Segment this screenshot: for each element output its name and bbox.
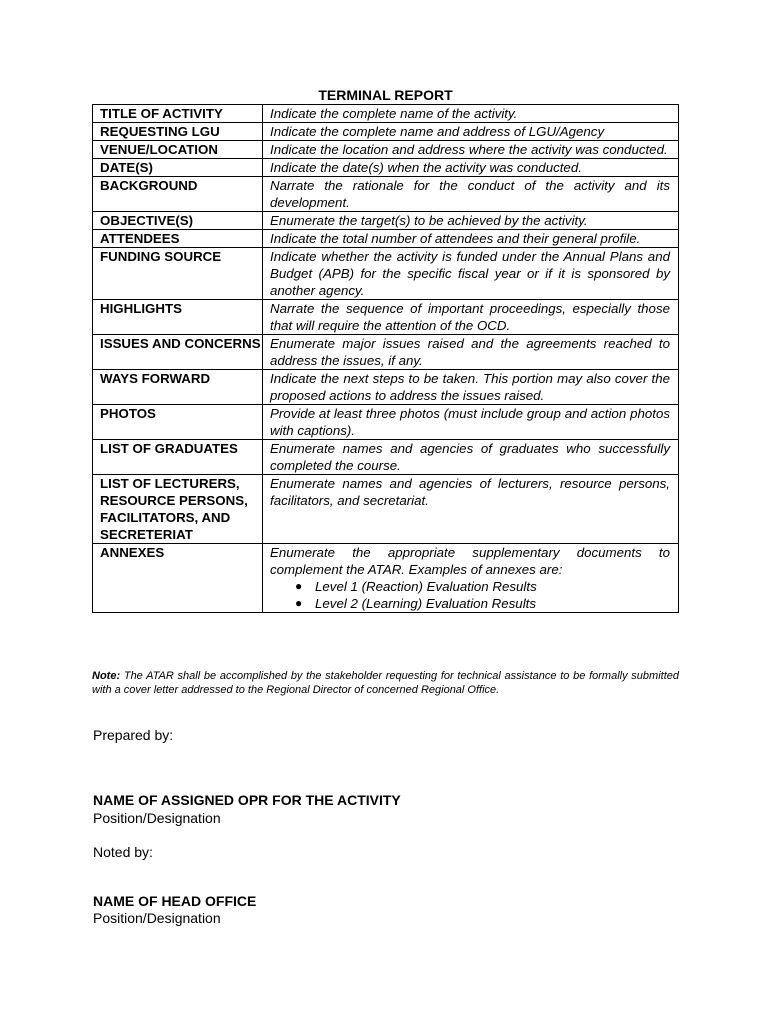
- head-office-name: NAME OF HEAD OFFICE: [93, 893, 257, 909]
- list-item-text: Level 2 (Learning) Evaluation Results: [315, 596, 537, 611]
- row-label: ANNEXES: [93, 544, 263, 613]
- table-row: [93, 212, 679, 230]
- noted-by-label: Noted by:: [93, 844, 153, 860]
- row-description: Indicate the complete name and address of LGU/Agency: [263, 123, 679, 141]
- table-row: [93, 440, 679, 475]
- row-description: Enumerate the target(s) to be achieved by the activity.: [263, 212, 679, 230]
- annex-list: [270, 578, 670, 612]
- table-row: [93, 230, 679, 248]
- row-description: [263, 544, 679, 613]
- row-description: Provide at least three photos (must include group and action photos with captions).: [263, 405, 679, 440]
- table-row: [93, 370, 679, 405]
- row-description: Indicate the complete name of the activity.: [263, 105, 679, 123]
- row-label: FUNDING SOURCE: [93, 248, 263, 300]
- list-item: [295, 578, 670, 595]
- head-office-position: Position/Designation: [93, 910, 221, 926]
- table-row: [93, 248, 679, 300]
- table-row: [93, 159, 679, 177]
- row-label: BACKGROUND: [93, 177, 263, 212]
- row-description: Indicate the next steps to be taken. This portion may also cover the proposed actions to address the issues raised.: [263, 370, 679, 405]
- table-row: [93, 105, 679, 123]
- list-item-text: Level 1 (Reaction) Evaluation Results: [315, 579, 537, 594]
- row-description: Indicate the total number of attendees and their general profile.: [263, 230, 679, 248]
- row-label: TITLE OF ACTIVITY: [93, 105, 263, 123]
- row-description: Narrate the rationale for the conduct of the activity and its development.: [263, 177, 679, 212]
- table-row-annexes: [93, 544, 679, 613]
- row-label: OBJECTIVE(S): [93, 212, 263, 230]
- table-row: [93, 177, 679, 212]
- opr-position: Position/Designation: [93, 810, 221, 826]
- annexes-description: Enumerate the appropriate supplementary documents to complement the ATAR. Examples of annexes are:: [270, 545, 670, 577]
- table-row: [93, 475, 679, 544]
- bullet-icon: ●: [295, 596, 303, 610]
- table-row: [93, 300, 679, 335]
- row-label: PHOTOS: [93, 405, 263, 440]
- row-label: DATE(S): [93, 159, 263, 177]
- opr-name: NAME OF ASSIGNED OPR FOR THE ACTIVITY: [93, 792, 401, 808]
- table-row: [93, 335, 679, 370]
- row-label: ATTENDEES: [93, 230, 263, 248]
- row-description: Narrate the sequence of important proceedings, especially those that will require the attention of the OCD.: [263, 300, 679, 335]
- note-label: Note:: [92, 670, 121, 682]
- table-row: [93, 123, 679, 141]
- bullet-icon: ●: [295, 579, 303, 593]
- table-row: [93, 405, 679, 440]
- row-label: LIST OF LECTURERS, RESOURCE PERSONS, FACILITATORS, AND SECRETERIAT: [93, 475, 263, 544]
- row-description: Indicate the date(s) when the activity was conducted.: [263, 159, 679, 177]
- row-label: VENUE/LOCATION: [93, 141, 263, 159]
- row-label: ISSUES AND CONCERNS: [93, 335, 263, 370]
- row-description: Enumerate names and agencies of lecturers, resource persons, facilitators, and secretariat.: [263, 475, 679, 544]
- report-table: [92, 104, 679, 613]
- row-label: REQUESTING LGU: [93, 123, 263, 141]
- row-description: Enumerate names and agencies of graduates who successfully completed the course.: [263, 440, 679, 475]
- row-description: Indicate whether the activity is funded under the Annual Plans and Budget (APB) for the specific fiscal year or if it is sponsored by another agency.: [263, 248, 679, 300]
- list-item: [295, 595, 670, 612]
- document-title: TERMINAL REPORT: [318, 87, 453, 103]
- row-label: HIGHLIGHTS: [93, 300, 263, 335]
- note-paragraph: [92, 669, 679, 697]
- note-text: The ATAR shall be accomplished by the stakeholder requesting for technical assistance to be formally submitted with a cover letter addressed to the Regional Director of concerned Regional Office.: [92, 670, 680, 696]
- row-description: Enumerate major issues raised and the agreements reached to address the issues, if any.: [263, 335, 679, 370]
- row-description: Indicate the location and address where the activity was conducted.: [263, 141, 679, 159]
- row-label: LIST OF GRADUATES: [93, 440, 263, 475]
- prepared-by-label: Prepared by:: [93, 727, 174, 743]
- row-label: WAYS FORWARD: [93, 370, 263, 405]
- table-row: [93, 141, 679, 159]
